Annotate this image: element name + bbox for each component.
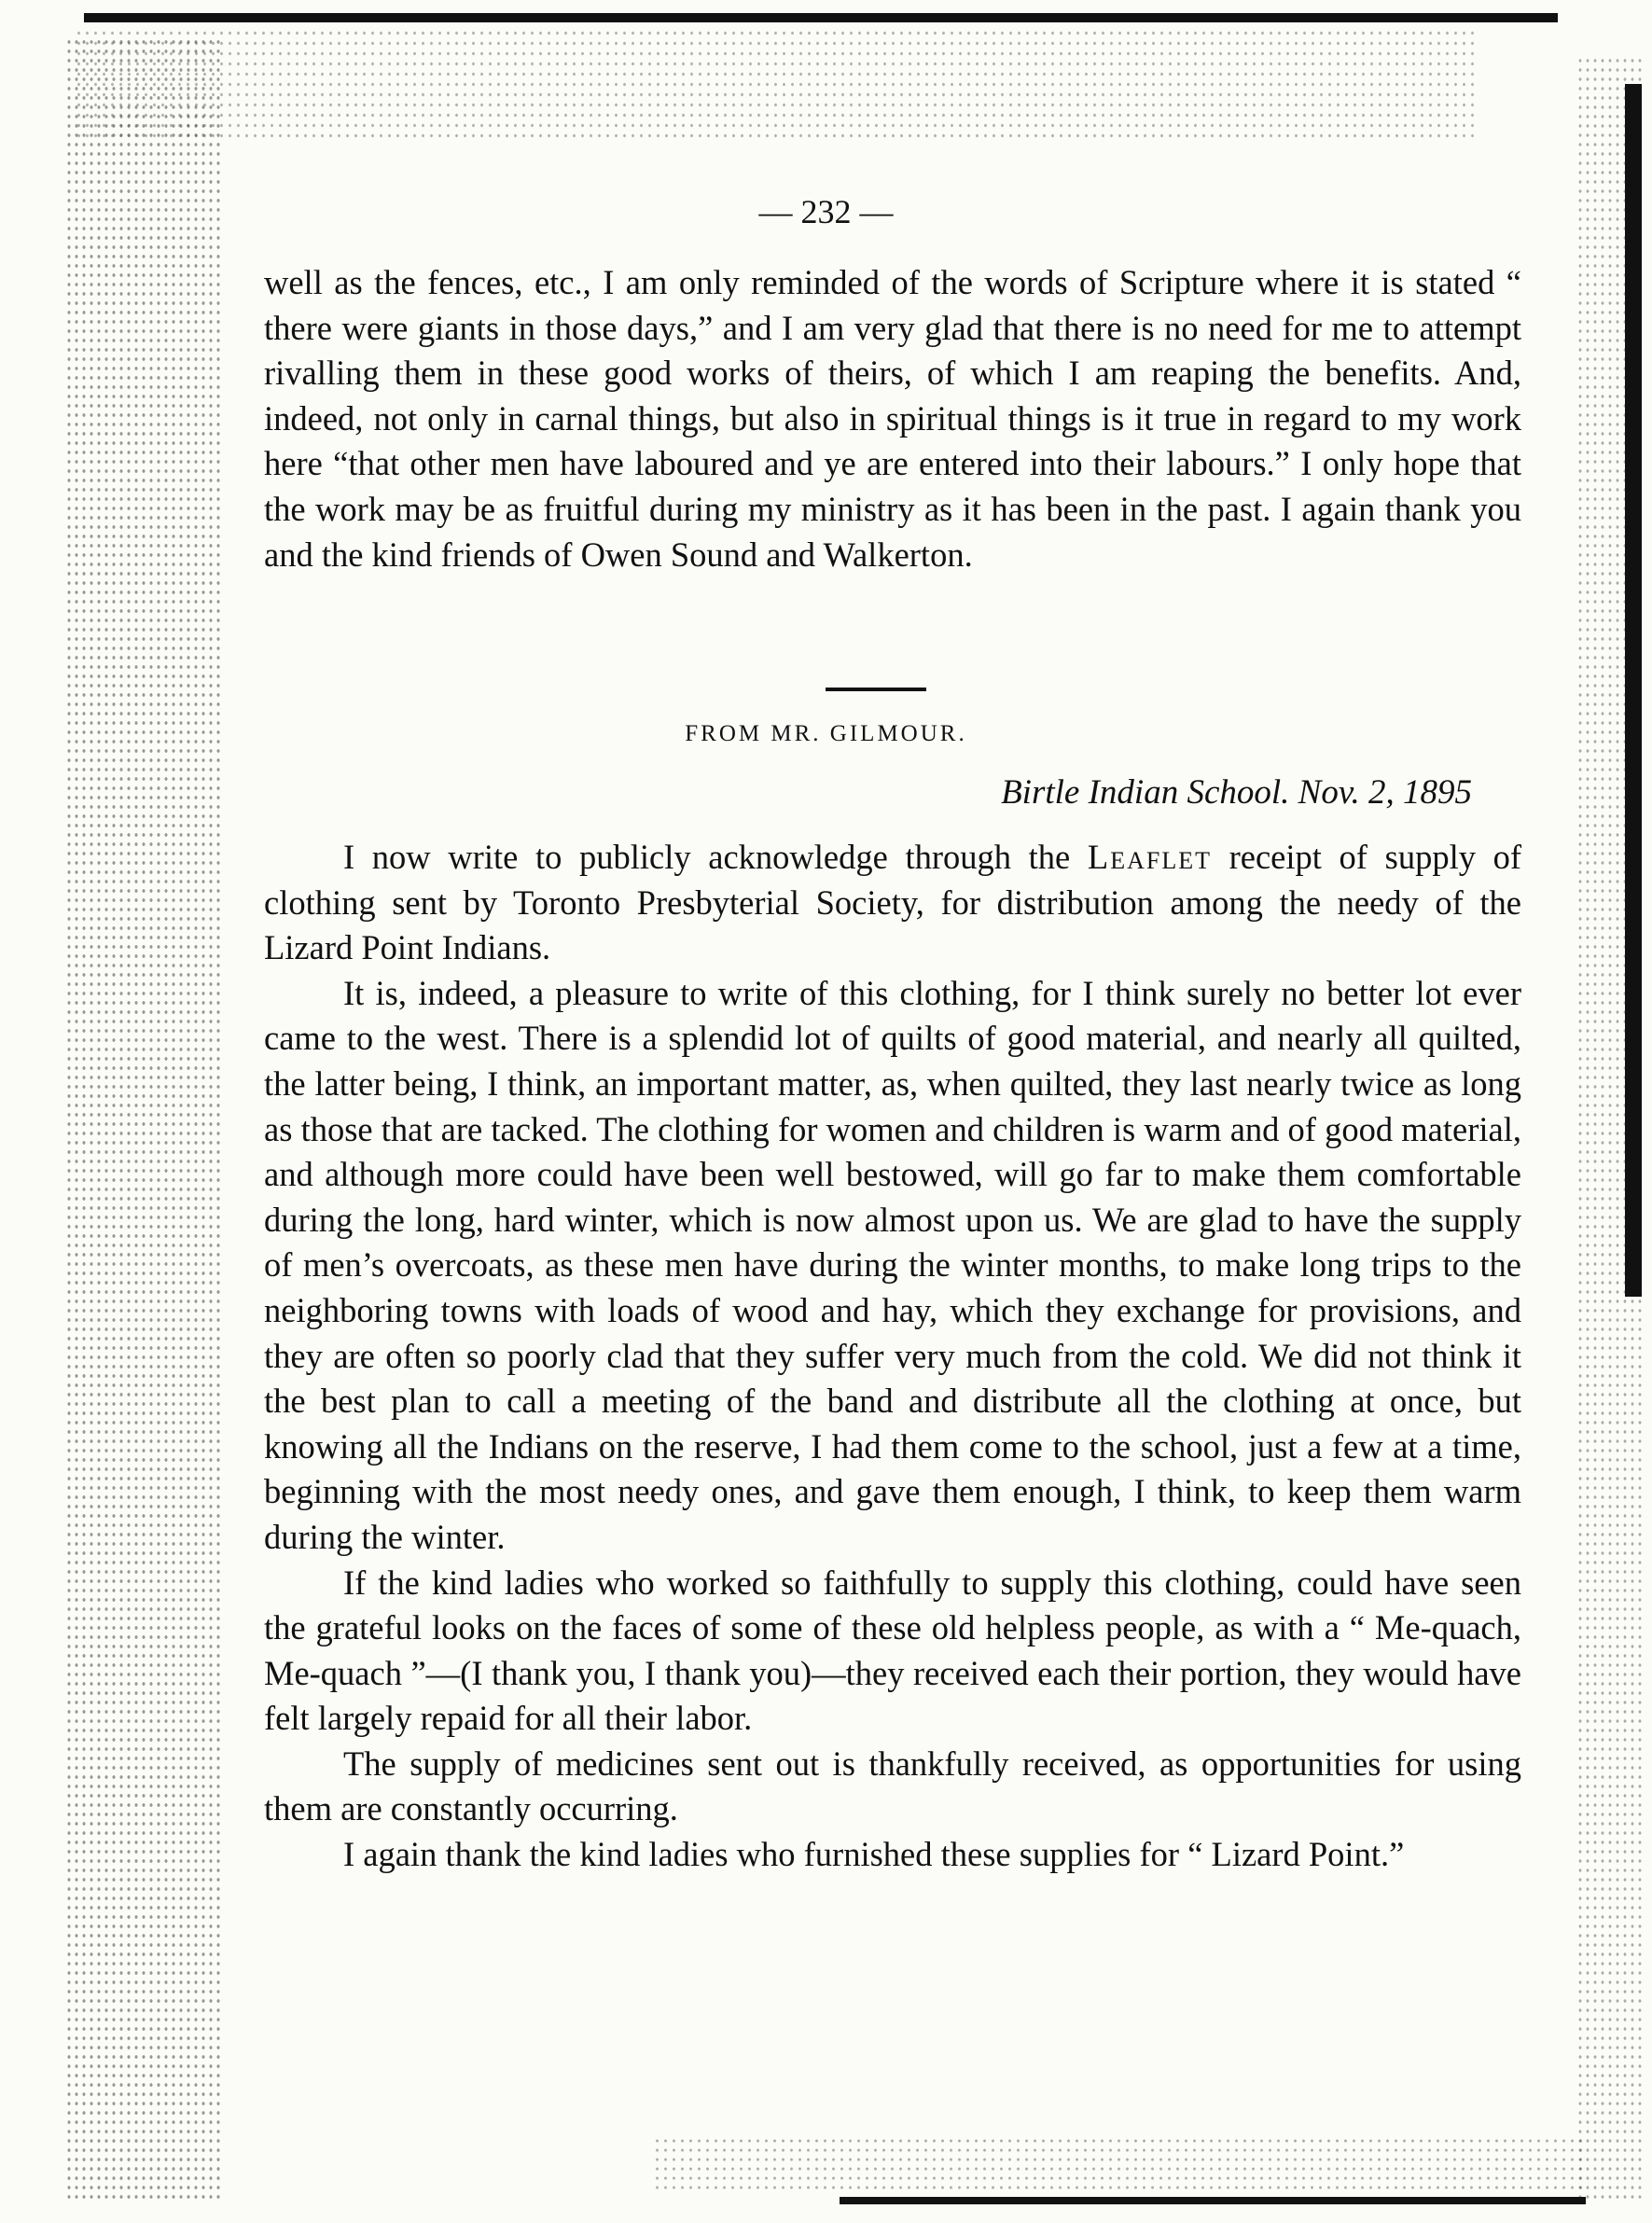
paragraph: If the kind ladies who worked so faithfully to supply this clothing, could have seen the grateful looks on the faces of some of these old helpless people, as with a “ Me-quach, Me-quach ”—(I thank you, I thank you)—they received each their portion, they would have felt largely repaid for all their labor. (264, 1563, 1521, 1738)
paragraph: well as the fences, etc., I am only reminded of the words of Scripture where it is stated “ there were giants in those days,” and I am very glad that there is no need for me to attempt rivalling them in these good works of theirs, of which I am reaping the benefits. And, indeed, not only in carnal things, but also in spiritual things is it true in regard to my work here “that other men have laboured and ye are entered into their labours.” I only hope that the work may be as fruitful during my ministry as it has been in the past. I again thank you and the kind friends of Owen Sound and Walkerton. (264, 263, 1521, 574)
scan-speckle-left (65, 37, 224, 2202)
letter-heading: FROM MR. GILMOUR. (685, 721, 967, 746)
scan-speckle-top (75, 28, 1474, 140)
letter-2-body (264, 835, 1521, 1878)
paragraph (264, 835, 1521, 971)
paragraph: It is, indeed, a pleasure to write of this clothing, for I think surely no better lot ever came to the west. There is a splendid lot of quilts of good material, and nearly all quilted, the latter being, I think, an important matter, as, when quilted, they last nearly twice as long as those that are tacked. The clothing for women and children is warm and of good material, and although more could have been well bestowed, will go far to make them comfortable during the long, hard winter, which is now almost upon us. We are glad to have the supply of men’s overcoats, as these men have during the winter months, to make long trips to the neighboring towns with loads of wood and hay, which they exchange for provisions, and they are often so poorly clad that they suffer very much from the cold. We did not think it the best plan to call a meeting of the band and distribute all the clothing at once, but knowing all the Indians on the reserve, I had them come to the school, just a few at a time, beginning with the most needy ones, and gave them enough, I think, to keep them warm during the winter. (264, 973, 1521, 1556)
dateline: Birtle Indian School. Nov. 2, 1895 (1001, 773, 1472, 812)
section-divider (826, 688, 926, 691)
letter-1-closing (264, 260, 1521, 577)
scan-speckle-bottom (653, 2136, 1586, 2192)
text-run: receipt of supply of clothing sent by Toronto Presbyterial Society, for distribution among the needy of the Lizard Point Indians. (264, 838, 1522, 967)
paragraph: The supply of medicines sent out is thankfully received, as opportunities for using them are constantly occurring. (264, 1744, 1521, 1828)
paragraph: I again thank the kind ladies who furnished these supplies for “ Lizard Point.” (343, 1835, 1405, 1874)
leaflet-title: Leaflet (1087, 838, 1212, 876)
text-run: I now write to publicly acknowledge through the (343, 838, 1071, 876)
scan-edge-bottom (840, 2197, 1586, 2204)
scan-edge-top (84, 13, 1558, 22)
scan-edge-right (1625, 84, 1642, 1297)
page-number: — 232 — (758, 193, 894, 230)
